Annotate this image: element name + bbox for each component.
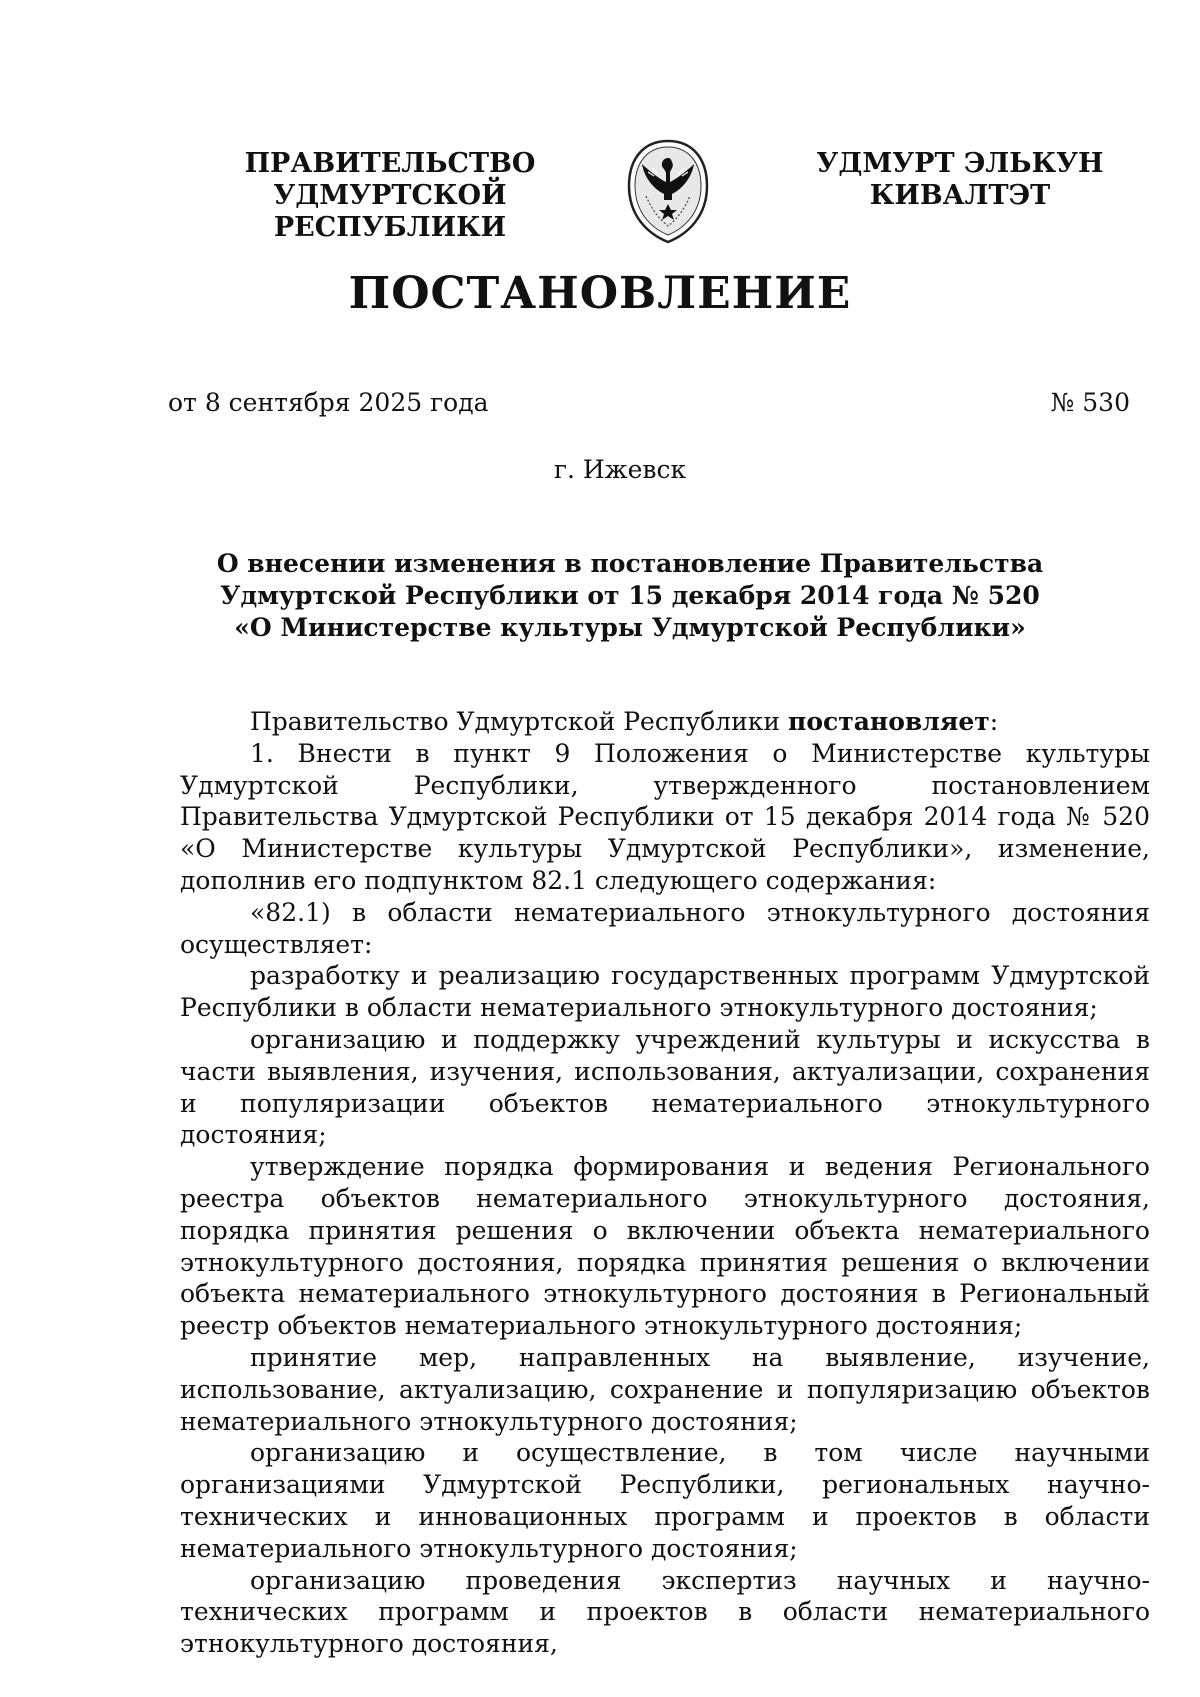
document-header [0,138,1200,243]
body-paragraph: организацию и поддержку учреждений культуры и искусства в части выявления, изучения, использования, актуализации, сохранения и популяризации объектов нематериального этнокультурного достояния; [180,1024,1150,1150]
org-ru-line1: ПРАВИТЕЛЬСТВО [244,148,536,179]
intro-end: : [989,707,999,736]
title-line2: Удмуртской Республики от 15 декабря 2014 года № 520 [220,581,1040,610]
document-type-heading: ПОСТАНОВЛЕНИЕ [348,268,852,319]
document-city: г. Ижевск [553,455,687,484]
document-body [180,706,1150,1660]
org-udm-line1: УДМУРТ ЭЛЬКУН [816,148,1104,179]
intro-bold-word: постановляет [788,707,990,736]
body-paragraph: организацию проведения экспертиз научных и научно-технических программ и проектов в области нематериального этнокультурного достояния, [180,1565,1150,1659]
body-paragraph: разработку и реализацию государственных программ Удмуртской Республики в области нематериального этнокультурного достояния; [180,961,1150,1023]
intro-paragraph [180,706,1150,738]
intro-text: Правительство Удмуртской Республики [250,707,789,736]
document-number: № 530 [1050,388,1130,417]
organization-name-russian [170,148,610,244]
body-paragraph: 1. Внести в пункт 9 Положения о Министерстве культуры Удмуртской Республики, утвержденного постановлением Правительства Удмуртской Республики от 15 декабря 2014 года № 520 «О Министерстве культуры Удмуртской Республики», изменение, дополнив его подпунктом 82.1 следующего содержания: [180,738,1150,895]
organization-name-udmurt [800,148,1120,212]
title-line1: О внесении изменения в постановление Правительства [216,549,1044,578]
document-title [190,548,1070,644]
org-ru-line2: УДМУРТСКОЙ РЕСПУБЛИКИ [273,180,507,243]
body-paragraph: утверждение порядка формирования и ведения Регионального реестра объектов нематериального этнокультурного достояния, порядка принятия решения о включении объекта нематериального этнокультурного достояния, порядка принятия решения о включении объекта нематериального этнокультурного достояния в Региональный реестр объектов нематериального этнокультурного достояния; [180,1152,1150,1341]
body-paragraph: «82.1) в области нематериального этнокультурного достояния осуществляет: [180,897,1150,959]
title-line3: «О Министерстве культуры Удмуртской Республики» [234,613,1026,642]
udmurt-coat-of-arms-icon [624,138,712,246]
body-paragraph: принятие мер, направленных на выявление, изучение, использование, актуализацию, сохранение и популяризацию объектов нематериального этнокультурного достояния; [180,1342,1150,1436]
document-date: от 8 сентября 2025 года [168,388,489,417]
body-paragraph: организацию и осуществление, в том числе научными организациями Удмуртской Республики, региональных научно-технических и инновационных программ и проектов в области нематериального этнокультурного достояния; [180,1438,1150,1563]
org-udm-line2: КИВАЛТЭТ [869,180,1051,211]
